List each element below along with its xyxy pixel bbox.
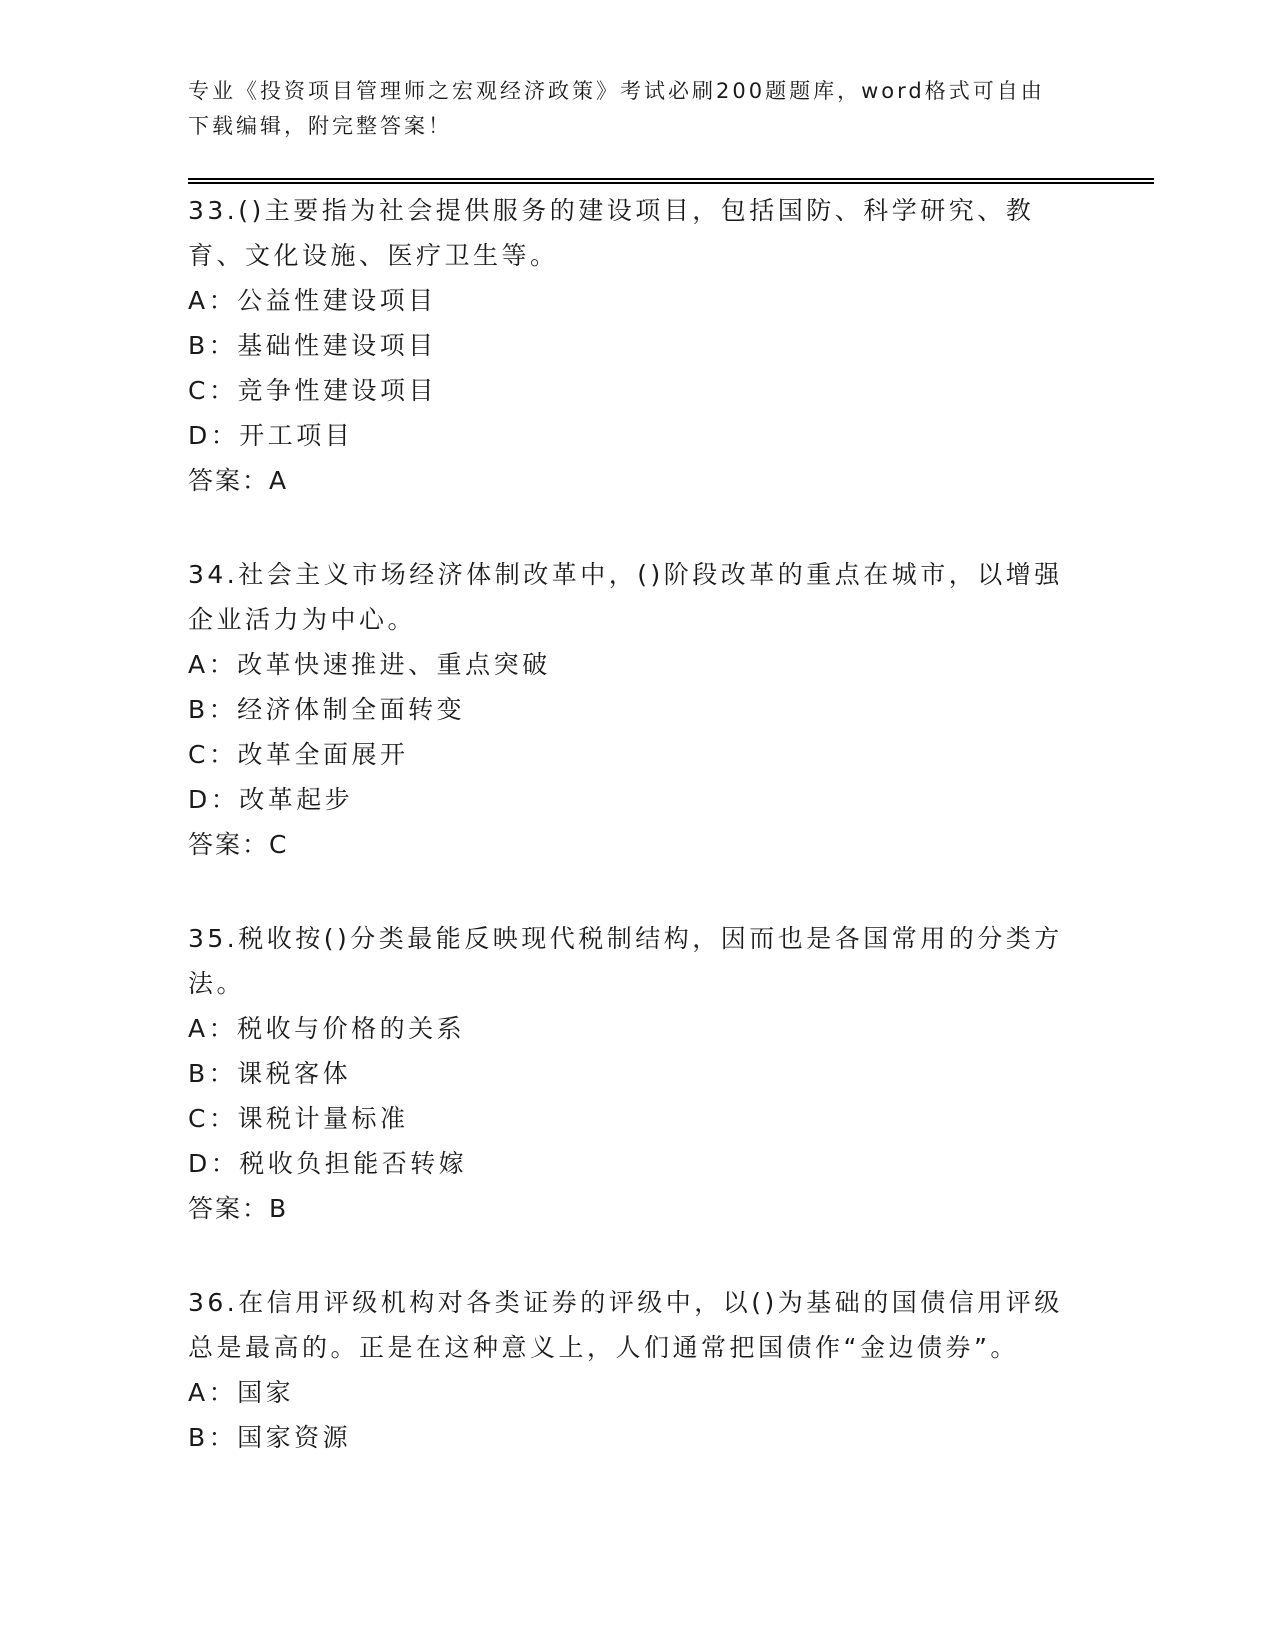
option-b: B：课税客体 [188,1059,352,1088]
option-b: B：国家资源 [188,1423,352,1452]
question-item [188,188,1088,504]
answer-line: 答案：A [188,466,289,495]
option-c: C：改革全面展开 [188,740,409,769]
option-d: D：开工项目 [188,421,354,450]
option-d: D：改革起步 [188,785,354,814]
option-d: D：税收负担能否转嫁 [188,1149,468,1178]
document-intro: 专业《投资项目管理师之宏观经济政策》考试必刷200题题库，word格式可自由下载编辑，附完整答案！ [188,79,1045,138]
option-a: A：改革快速推进、重点突破 [188,650,551,679]
option-a: A：税收与价格的关系 [188,1014,466,1043]
header-divider [188,178,1154,184]
option-b: B：经济体制全面转变 [188,695,466,724]
question-item [188,1280,1088,1460]
answer-line: 答案：C [188,830,289,859]
option-a: A：国家 [188,1378,295,1407]
option-c: C：课税计量标准 [188,1104,409,1133]
option-c: C：竞争性建设项目 [188,376,437,405]
question-stem: 33.()主要指为社会提供服务的建设项目，包括国防、科学研究、教育、文化设施、医疗卫生等。 [188,196,1035,270]
question-item [188,552,1088,868]
question-stem: 34.社会主义市场经济体制改革中，()阶段改革的重点在城市，以增强企业活力为中心。 [188,560,1063,634]
question-stem: 35.税收按()分类最能反映现代税制结构，因而也是各国常用的分类方法。 [188,924,1063,998]
option-a: A：公益性建设项目 [188,286,437,315]
question-stem: 36.在信用评级机构对各类证券的评级中，以()为基础的国债信用评级总是最高的。正是在这种意义上，人们通常把国债作“金边债券”。 [188,1288,1063,1362]
option-b: B：基础性建设项目 [188,331,437,360]
answer-line: 答案：B [188,1194,289,1223]
question-item [188,916,1088,1232]
